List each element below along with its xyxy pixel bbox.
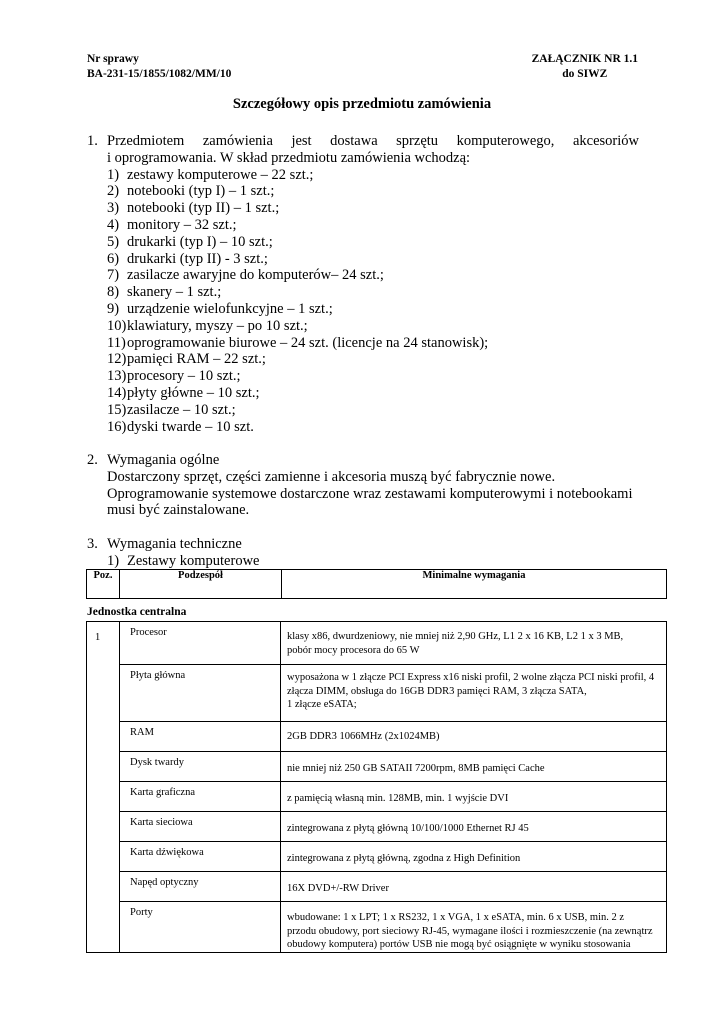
group-label: Jednostka centralna (87, 606, 187, 618)
component-requirements: zintegrowana z płytą główną 10/100/1000 Ethernet RJ 45 (281, 812, 667, 842)
component-name: Karta dźwiękowa (120, 842, 281, 872)
component-requirements: z pamięcią własną min. 128MB, min. 1 wyjście DVI (281, 782, 667, 812)
list-item: 7) zasilacze awaryjne do komputerów– 24 szt.; (107, 267, 384, 284)
list-item: 9) urządzenie wielofunkcyjne – 1 szt.; (107, 300, 333, 317)
list-item: 1) zestawy komputerowe – 22 szt.; (107, 166, 314, 183)
case-number-label: Nr sprawy (87, 53, 139, 65)
section-3-heading: Wymagania techniczne (107, 536, 242, 552)
list-item: 10) klawiatury, myszy – po 10 szt.; (107, 317, 308, 334)
component-name: Procesor (120, 622, 281, 665)
list-item: 8) skanery – 1 szt.; (107, 284, 222, 301)
list-item: 12) pamięci RAM – 22 szt.; (107, 351, 266, 368)
table-row (87, 782, 667, 812)
page-title: Szczegółowy opis przedmiotu zamówienia (232, 96, 492, 112)
position-number: 1 (87, 622, 120, 953)
section-1-intro-line2: i oprogramowania. W skład przedmiotu zamówienia wchodzą: (107, 149, 471, 166)
section-2-line3: musi być zainstalowane. (107, 502, 250, 519)
list-item: 11) oprogramowanie biurowe – 24 szt. (licencje na 24 stanowisk); (107, 334, 489, 351)
table-row (87, 872, 667, 902)
table-row (87, 722, 667, 752)
table-row (87, 622, 667, 665)
table-row (87, 902, 667, 953)
order-items-list (107, 167, 639, 436)
table-row (87, 752, 667, 782)
section-3-subheading: 1) Zestawy komputerowe (107, 552, 260, 569)
list-item: 3) notebooki (typ II) – 1 szt.; (107, 200, 280, 217)
section-3 (87, 536, 639, 570)
attachment-block (532, 52, 638, 82)
component-name: Karta sieciowa (120, 812, 281, 842)
component-requirements: nie mniej niż 250 GB SATAII 7200rpm, 8MB pamięci Cache (281, 752, 667, 782)
attachment-subtitle: do SIWZ (562, 68, 608, 80)
section-2-line2: Oprogramowanie systemowe dostarczone wraz zestawami komputerowymi i notebookami (107, 485, 633, 502)
column-header-poz: Poz. (87, 570, 120, 599)
component-requirements: zintegrowana z płytą główną, zgodna z High Definition (281, 842, 667, 872)
component-requirements: klasy x86, dwurdzeniowy, nie mniej niż 2,90 GHz, L1 2 x 16 KB, L2 1 x 3 MB, pobór mocy procesora do 65 W (281, 622, 667, 665)
column-header-requirements: Minimalne wymagania (282, 570, 667, 599)
component-requirements: wbudowane: 1 x LPT; 1 x RS232, 1 x VGA, 1 x eSATA, min. 6 x USB, min. 2 z przodu obudowy, port sieciowy RJ-45, wymagane ilości i rozmieszczenie (na zewnątrz obudowy komputera) portów USB nie mogą być osiągnięte w wyniku stosowania (281, 902, 667, 953)
section-2-heading: Wymagania ogólne (107, 452, 220, 468)
component-name: Płyta główna (120, 665, 281, 722)
case-number-block (87, 52, 231, 82)
list-item: 14) płyty główne – 10 szt.; (107, 384, 260, 401)
component-name: RAM (120, 722, 281, 752)
table-row (87, 842, 667, 872)
list-item: 2) notebooki (typ I) – 1 szt.; (107, 183, 275, 200)
section-3-number: 3. (87, 536, 98, 552)
list-item: 13) procesory – 10 szt.; (107, 368, 241, 385)
section-2-number: 2. (87, 452, 98, 468)
component-requirements: wyposażona w 1 złącze PCI Express x16 niski profil, 2 wolne złącza PCI niski profil, 4 złącza DIMM, obsługa do 16GB DDR3 pamięci RAM, 3 złącza SATA, 1 złącze eSATA; (281, 665, 667, 722)
table-row (87, 812, 667, 842)
table-row (87, 665, 667, 722)
component-name: Napęd optyczny (120, 872, 281, 902)
component-name: Dysk twardy (120, 752, 281, 782)
component-requirements: 16X DVD+/-RW Driver (281, 872, 667, 902)
component-requirements: 2GB DDR3 1066MHz (2x1024MB) (281, 722, 667, 752)
component-name: Karta graficzna (120, 782, 281, 812)
section-1-intro-line1: Przedmiotem zamówienia jest dostawa sprzętu komputerowego, akcesoriów (107, 133, 639, 149)
component-name: Porty (120, 902, 281, 953)
list-item: 4) monitory – 32 szt.; (107, 216, 237, 233)
spec-table-header (86, 569, 667, 599)
case-number-value: BA-231-15/1855/1082/MM/10 (87, 68, 232, 80)
list-item: 15) zasilacze – 10 szt.; (107, 401, 236, 418)
section-1 (87, 133, 639, 435)
section-2-line1: Dostarczony sprzęt, części zamienne i akcesoria muszą być fabrycznie nowe. (107, 468, 556, 485)
column-header-component: Podzespół (120, 570, 282, 599)
list-item: 6) drukarki (typ II) - 3 szt.; (107, 250, 268, 267)
list-item: 5) drukarki (typ I) – 10 szt.; (107, 233, 273, 250)
list-item: 16) dyski twarde – 10 szt. (107, 418, 254, 435)
section-1-number: 1. (87, 133, 98, 149)
attachment-label: ZAŁĄCZNIK NR 1.1 (531, 53, 638, 65)
spec-table (86, 621, 667, 953)
section-2 (87, 452, 639, 519)
